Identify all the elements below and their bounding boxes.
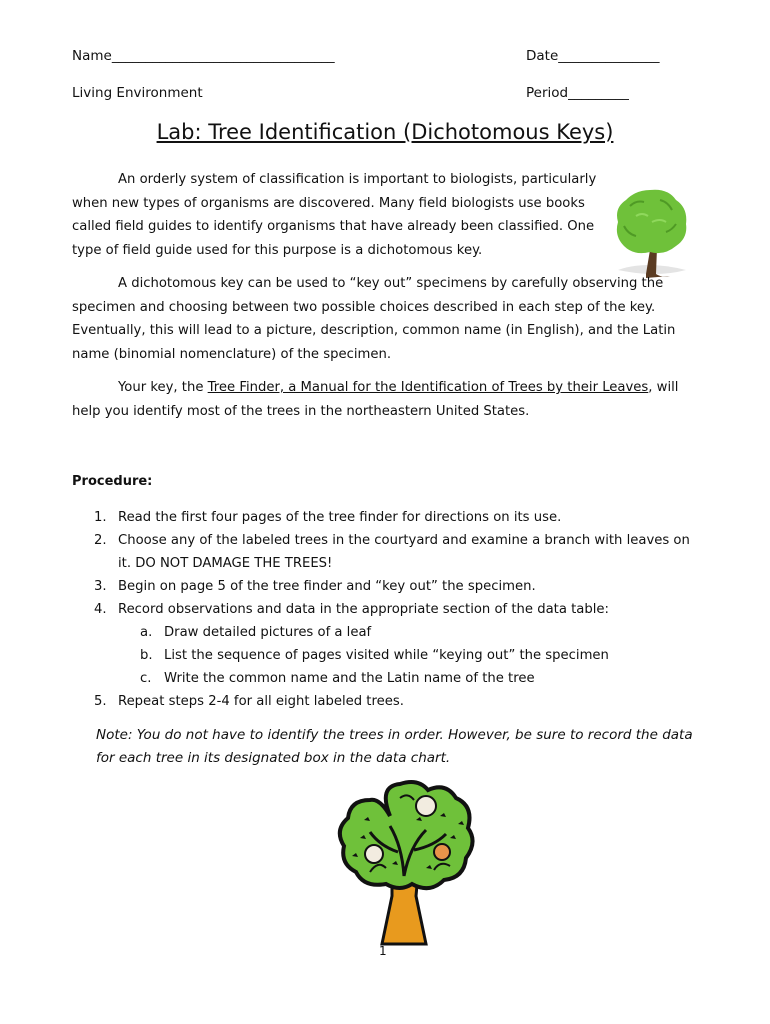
date-field xyxy=(526,48,660,64)
period-field xyxy=(526,85,629,101)
step-text: Begin on page 5 of the tree finder and “key out” the specimen. xyxy=(118,579,536,594)
step-number: 3. xyxy=(94,579,107,594)
course-name: Living Environment xyxy=(72,85,203,101)
name-field xyxy=(72,48,335,64)
substep-letter: b. xyxy=(140,648,153,663)
tree-finder-title: Tree Finder, a Manual for the Identification of Trees by their Leaves xyxy=(207,380,649,395)
small-tree-clipart-icon xyxy=(606,186,692,286)
step-number: 5. xyxy=(94,694,107,709)
period-label: Period xyxy=(526,85,569,101)
name-blank: _________________________________ xyxy=(111,48,335,64)
intro-paragraph-3 xyxy=(72,376,702,423)
step-text: Repeat steps 2-4 for all eight labeled trees. xyxy=(118,694,404,709)
procedure-step xyxy=(72,506,702,529)
substep-letter: a. xyxy=(140,625,153,640)
substep-letter: c. xyxy=(140,671,152,686)
page-number: 1 xyxy=(379,944,387,958)
intro-paragraph-2 xyxy=(72,272,702,366)
date-blank: _______________ xyxy=(558,48,660,64)
intro-paragraph-1 xyxy=(72,168,598,262)
step-text: Choose any of the labeled trees in the courtyard and examine a branch with leaves on it. DO NOT DAMAGE THE TREES! xyxy=(118,533,690,571)
period-blank: _________ xyxy=(568,85,629,101)
procedure-step xyxy=(72,690,702,713)
large-tree-clipart-icon xyxy=(330,776,480,948)
procedure-substep xyxy=(118,621,702,644)
step-number: 2. xyxy=(94,533,107,548)
intro-paragraph-1-text: An orderly system of classification is important to biologists, particularly when new types of organisms are discovered. Many field biologists use books called field guides to identify organisms that have already been classified. One type of field guide used for this purpose is a dichotomous key. xyxy=(72,172,597,258)
step-number: 1. xyxy=(94,510,107,525)
procedure-substep xyxy=(118,667,702,690)
substep-text: Draw detailed pictures of a leaf xyxy=(164,625,372,640)
step-text: Read the first four pages of the tree finder for directions on its use. xyxy=(118,510,562,525)
intro-paragraph-2-text: A dichotomous key can be used to “key out” specimens by carefully observing the specimen and choosing between two possible choices described in each step of the key. Eventually, this will lead to a picture, description, common name (in English), and the Latin name (binomial nomenclature) of the specimen. xyxy=(72,276,676,362)
substep-text: List the sequence of pages visited while “keying out” the specimen xyxy=(164,648,609,663)
name-label: Name xyxy=(72,48,112,64)
procedure-substep xyxy=(118,644,702,667)
procedure-list xyxy=(72,506,702,713)
step-number: 4. xyxy=(94,602,107,617)
step-text: Record observations and data in the appropriate section of the data table: xyxy=(118,602,609,617)
intro-paragraph-3-pre: Your key, the xyxy=(118,380,208,395)
note-text: Note: You do not have to identify the trees in order. However, be sure to record the data for each tree in its designated box in the data chart. xyxy=(96,727,693,766)
procedure-heading: Procedure: xyxy=(72,474,153,489)
procedure-step xyxy=(72,529,702,575)
procedure-step xyxy=(72,575,702,598)
date-label: Date xyxy=(526,48,559,64)
procedure-step xyxy=(72,598,702,690)
substep-text: Write the common name and the Latin name of the tree xyxy=(164,671,535,686)
intro-paragraph-3-post: , will help you identify most of the trees in the northeastern United States. xyxy=(72,380,679,419)
page-title: Lab: Tree Identification (Dichotomous Keys) xyxy=(156,120,614,144)
